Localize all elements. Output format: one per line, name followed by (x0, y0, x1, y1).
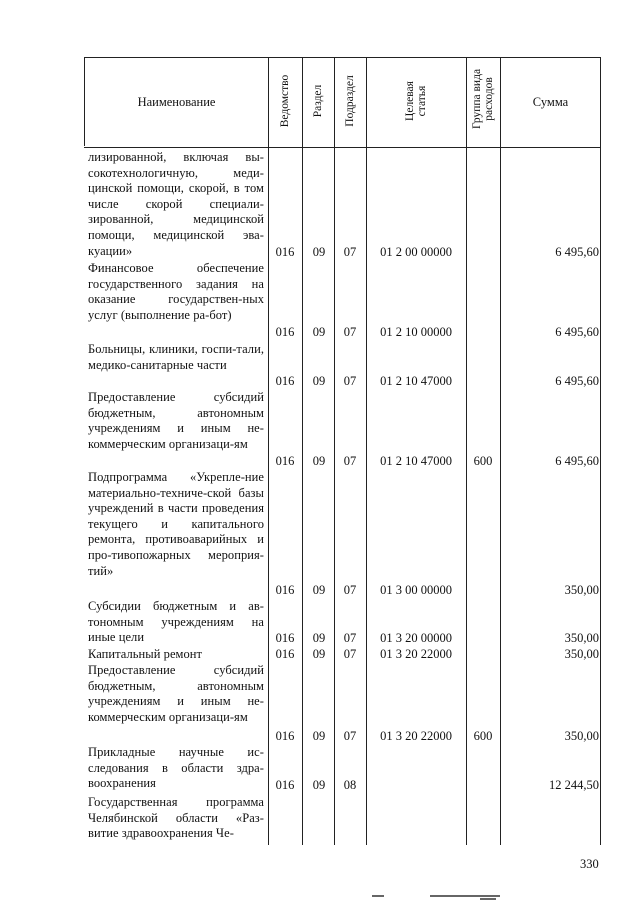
column-border-right (600, 57, 601, 845)
page-number: 330 (580, 857, 599, 871)
header-podrazdel: Подраздел (344, 75, 356, 127)
row-celevaya: 01 3 20 22000 (380, 729, 452, 743)
column-border-name (268, 57, 269, 845)
row-celevaya: 01 3 20 22000 (380, 647, 452, 661)
row-vedomstvo: 016 (275, 583, 295, 597)
row-vedomstvo: 016 (275, 778, 295, 792)
row-name: Прикладные научные ис-следования в области здра-воохранения (88, 745, 264, 791)
row-summa: 350,00 (564, 631, 599, 645)
header-gruppa-line1: Группа вида (471, 68, 483, 130)
row-razdel: 09 (312, 583, 326, 597)
header-vedomstvo: Ведомство (279, 74, 291, 128)
scan-mark (480, 898, 496, 900)
column-border-vedomstvo (302, 57, 303, 845)
row-podrazdel: 07 (343, 325, 357, 339)
row-name: Предоставление субсидий бюджетным, автономным учреждениям и иным не-коммерческим организаци-ям (88, 663, 264, 724)
row-name: Подпрограмма «Укрепле-ние материально-техниче-ской базы учреждений в части проведения текущего и капитального ремонта, противоаварийных и про-тивопожарных мероприя-тий» (88, 470, 264, 578)
header-celevaya (404, 81, 428, 121)
row-podrazdel: 07 (343, 729, 357, 743)
row-razdel: 09 (312, 245, 326, 259)
row-celevaya: 01 2 10 00000 (380, 325, 452, 339)
row-podrazdel: 07 (343, 631, 357, 645)
table-header-bottom-border (84, 147, 600, 148)
column-border-celevaya (466, 57, 467, 845)
row-name: лизированной, включая вы-сокотехнологичную, меди-цинской помощи, скорой, в том числе скорой специали-зированной, медицинской помощи, медицинской эва-куации» (88, 150, 264, 258)
row-vedomstvo: 016 (275, 374, 295, 388)
header-gruppa-line2: расходов (483, 77, 495, 121)
row-name: Субсидии бюджетным и ав-тономным учреждениям на иные цели (88, 599, 264, 645)
row-razdel: 09 (312, 778, 326, 792)
header-celevaya-line2: статья (416, 85, 428, 117)
row-summa: 350,00 (564, 647, 599, 661)
column-border-razdel (334, 57, 335, 845)
row-vedomstvo: 016 (275, 631, 295, 645)
row-summa: 6 495,60 (555, 454, 599, 468)
row-vedomstvo: 016 (275, 325, 295, 339)
row-name: Финансовое обеспечение государственного задания на оказание государствен-ных услуг (выполнение ра-бот) (88, 261, 264, 322)
row-summa: 350,00 (564, 729, 599, 743)
header-name: Наименование (137, 94, 216, 109)
row-name: Государственная программа Челябинской области «Раз-витие здравоохранения Че- (88, 795, 264, 841)
scan-mark (430, 895, 500, 897)
row-razdel: 09 (312, 374, 326, 388)
row-gruppa: 600 (473, 729, 493, 743)
scan-mark (372, 895, 384, 897)
row-celevaya: 01 2 10 47000 (380, 454, 452, 468)
row-celevaya: 01 3 00 00000 (380, 583, 452, 597)
header-gruppa (471, 69, 495, 129)
header-razdel: Раздел (312, 84, 324, 118)
row-summa: 350,00 (564, 583, 599, 597)
row-podrazdel: 07 (343, 374, 357, 388)
row-name: Больницы, клиники, госпи-тали, медико-санитарные части (88, 342, 264, 372)
row-summa: 6 495,60 (555, 245, 599, 259)
row-podrazdel: 07 (343, 245, 357, 259)
row-razdel: 09 (312, 729, 326, 743)
row-podrazdel: 07 (343, 454, 357, 468)
row-celevaya: 01 2 00 00000 (380, 245, 452, 259)
row-vedomstvo: 016 (275, 245, 295, 259)
row-vedomstvo: 016 (275, 729, 295, 743)
row-razdel: 09 (312, 647, 326, 661)
row-celevaya: 01 2 10 47000 (380, 374, 452, 388)
row-razdel: 09 (312, 454, 326, 468)
row-podrazdel: 07 (343, 647, 357, 661)
row-vedomstvo: 016 (275, 647, 295, 661)
row-podrazdel: 07 (343, 583, 357, 597)
column-border-podrazdel (366, 57, 367, 845)
row-razdel: 09 (312, 325, 326, 339)
column-border-gruppa (500, 57, 501, 845)
row-podrazdel: 08 (343, 778, 357, 792)
row-razdel: 09 (312, 631, 326, 645)
row-celevaya: 01 3 20 00000 (380, 631, 452, 645)
row-vedomstvo: 016 (275, 454, 295, 468)
row-summa: 12 244,50 (549, 778, 599, 792)
row-name: Капитальный ремонт (88, 647, 203, 661)
row-gruppa: 600 (473, 454, 493, 468)
row-summa: 6 495,60 (555, 374, 599, 388)
header-celevaya-line1: Целевая (404, 81, 416, 121)
row-name: Предоставление субсидий бюджетным, автономным учреждениям и иным не-коммерческим организаци-ям (88, 390, 264, 451)
header-summa: Сумма (532, 94, 569, 109)
row-summa: 6 495,60 (555, 325, 599, 339)
